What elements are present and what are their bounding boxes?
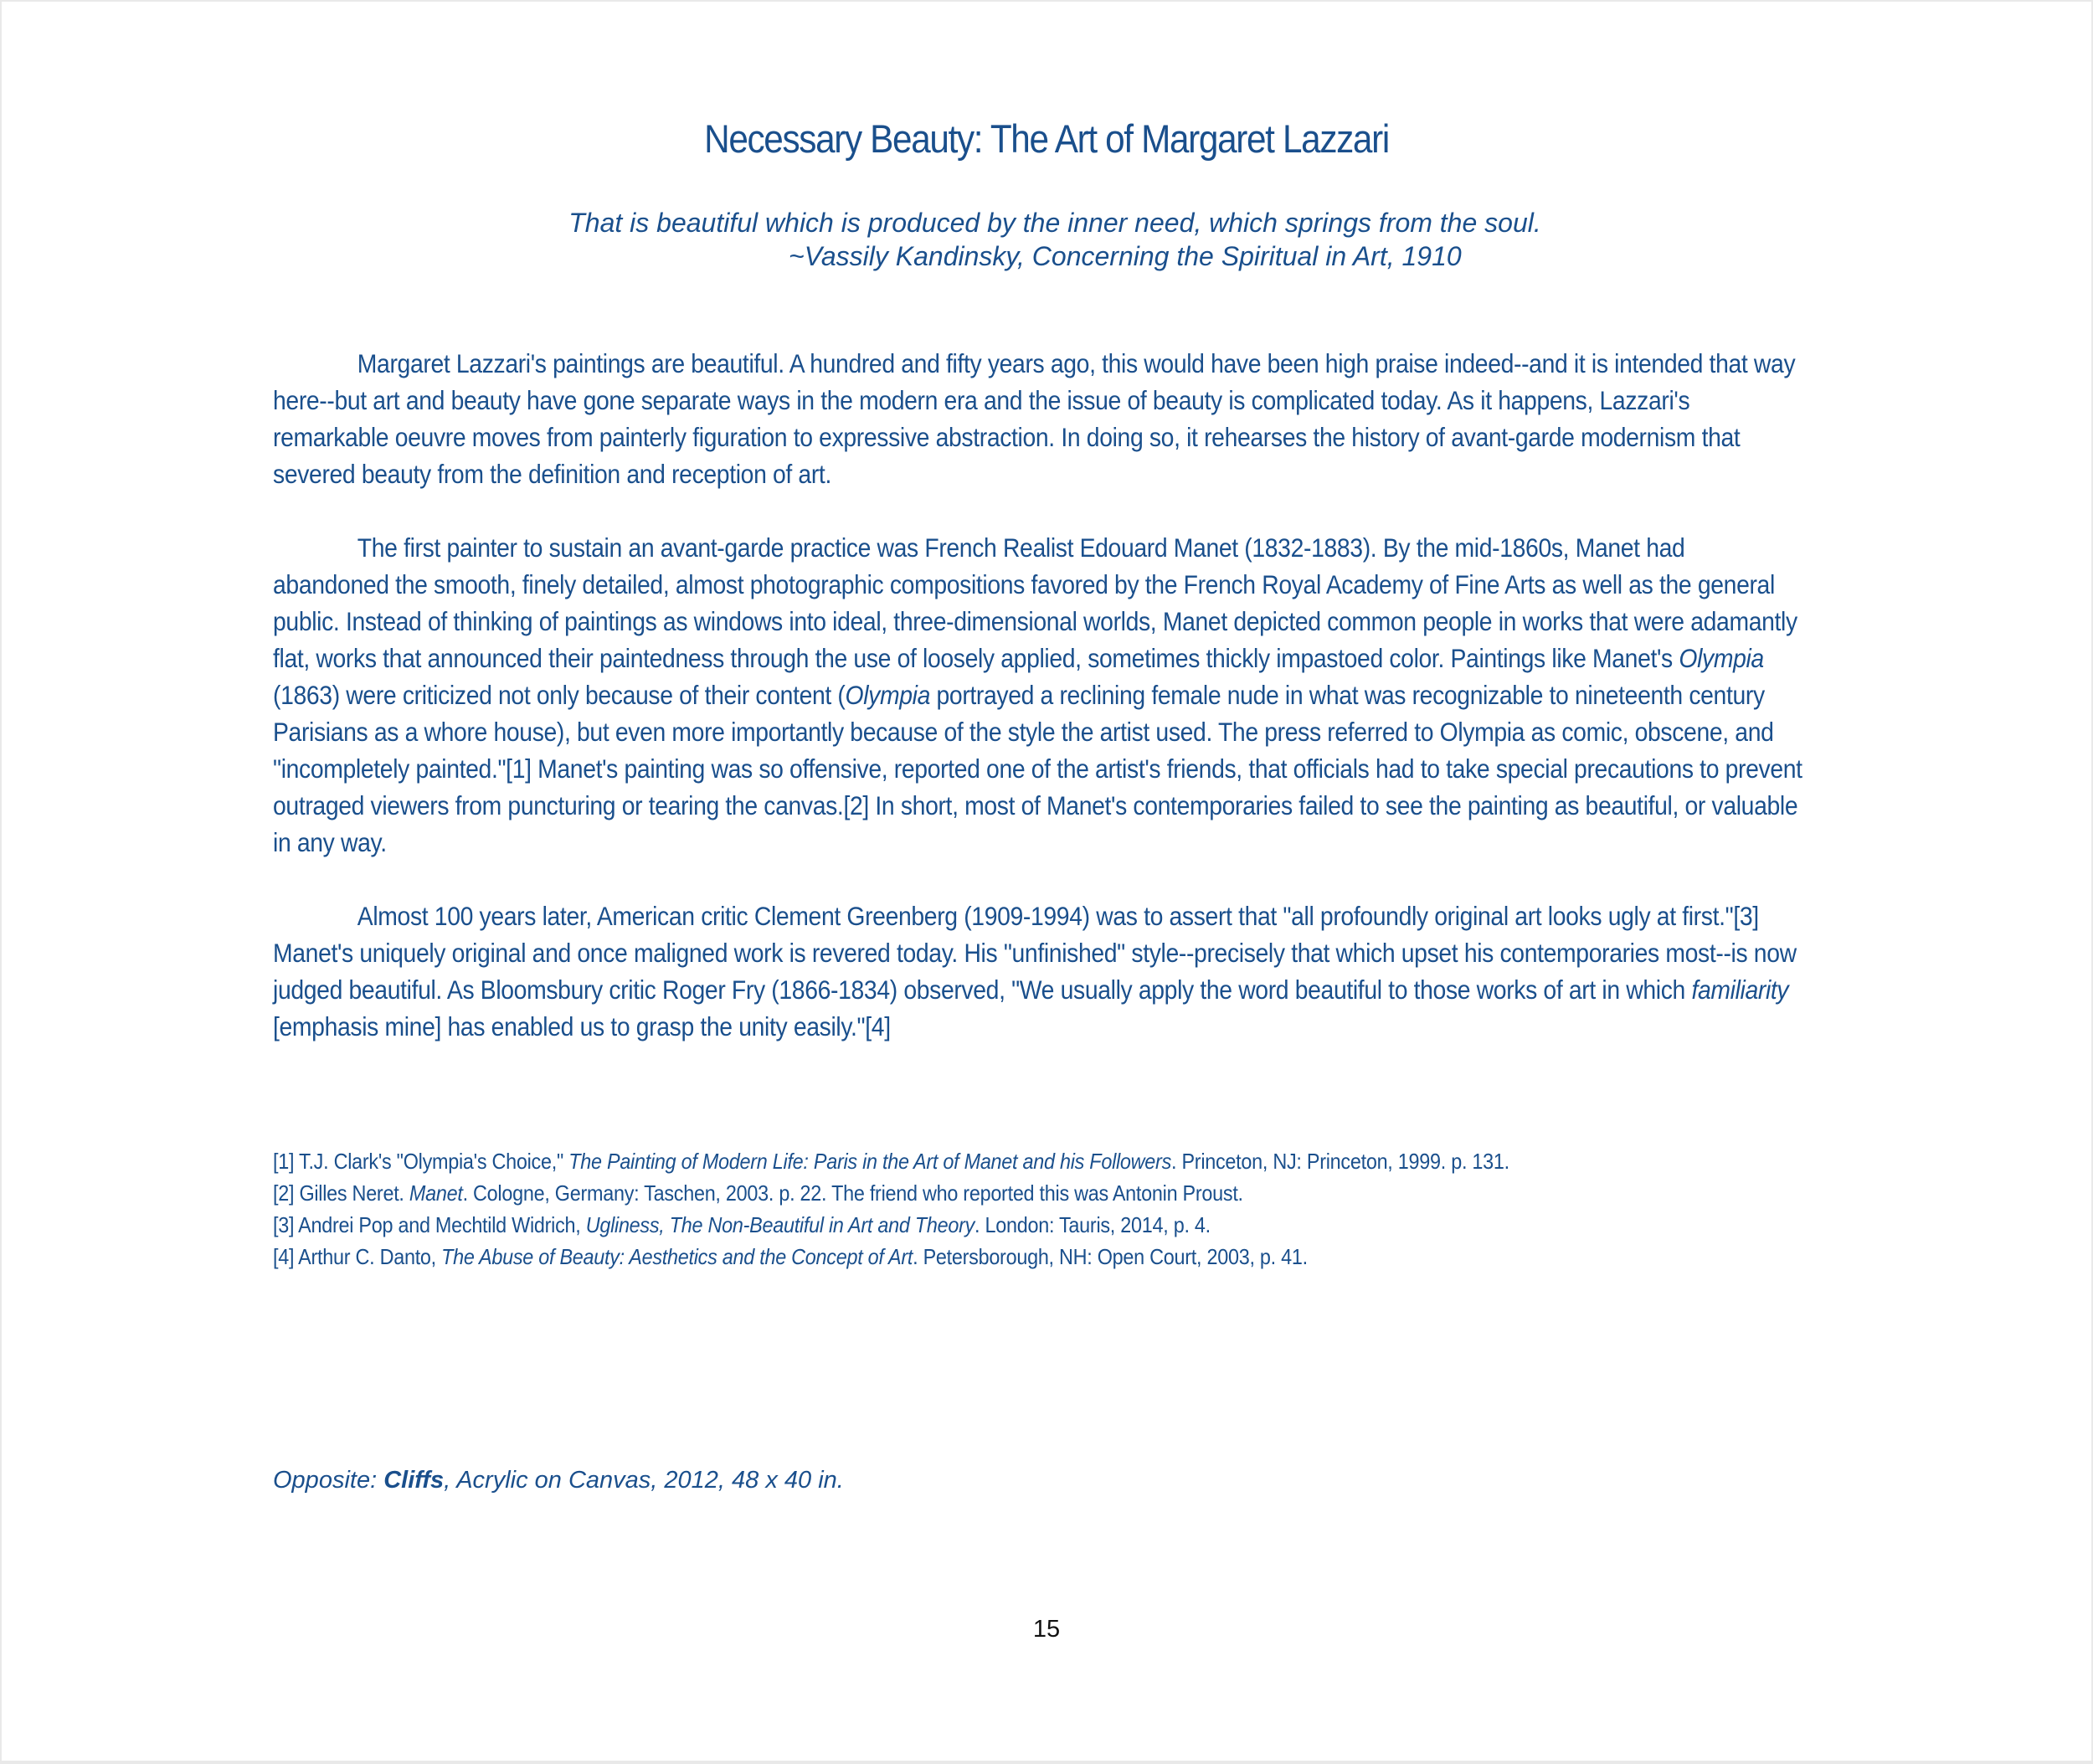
caption-work-title: Cliffs: [383, 1467, 445, 1494]
paragraph-2-text-a: The first painter to sustain an avant-garde practice was French Realist Edouard Manet (1832-1883). By the mid-1860s, Manet had abandoned the smooth, finely detailed, almost photographic compositions favored by the French Royal Academy of Fine Arts as well as the general public. Instead of thinking of paintings as windows into ideal, three-dimensional worlds, Manet depicted common people in works that were adamantly flat, works that announced their paintedness through the use of loosely applied, sometimes thickly impastoed color. Paintings like Manet's: [273, 532, 1797, 673]
paragraph-2-text-b: (1863) were criticized not only because of their content (: [273, 680, 846, 710]
paragraph-1-text: Margaret Lazzari's paintings are beautiful. A hundred and fifty years ago, this would have been high praise indeed--and it is intended that way here--but art and beauty have gone separate ways in the modern era and the issue of beauty is complicated today. As it happens, Lazzari's remarkable oeuvre moves from painterly figuration to expressive abstraction. In doing so, it rehearses the history of avant-garde modernism that severed beauty from the definition and reception of art.: [273, 348, 1796, 489]
figure-caption: [273, 1463, 844, 1497]
footnote-2: [273, 1177, 1742, 1209]
footnote-3: [273, 1209, 1742, 1241]
epigraph-quote: That is beautiful which is produced by the inner need, which springs from the soul.: [568, 208, 1541, 238]
caption-prefix: Opposite:: [273, 1467, 384, 1494]
footnote-1-pre: [1] T.J. Clark's "Olympia's Choice,": [273, 1149, 569, 1174]
footnote-4-pre: [4] Arthur C. Danto,: [273, 1244, 442, 1269]
paragraph-3-text-b: [emphasis mine] has enabled us to grasp the unity easily."[4]: [273, 1011, 891, 1041]
footnote-2-post: . Cologne, Germany: Taschen, 2003. p. 22. The friend who reported this was Antonin Proust.: [462, 1180, 1243, 1206]
paragraph-3-emphasis-familiarity: familiarity: [1691, 975, 1789, 1005]
paragraph-3: [273, 897, 1802, 1045]
footnote-4-title: The Abuse of Beauty: Aesthetics and the Concept of Art: [441, 1244, 913, 1269]
paragraph-2-text-c: portrayed a reclining female nude in what was recognizable to nineteenth century Parisians as a whore house), but even more importantly because of the style the artist used. The press referred to Olympia as comic, obscene, and "incompletely painted."[1] Manet's painting was so offensive, reported one of the artist's friends, that officials had to take special precautions to prevent outraged viewers from puncturing or tearing the canvas.[2] In short, most of Manet's contemporaries failed to see the painting as beautiful, or valuable in any way.: [273, 680, 1802, 857]
footnote-2-pre: [2] Gilles Neret.: [273, 1180, 409, 1206]
page-title: Necessary Beauty: The Art of Margaret Lazzari: [704, 116, 1389, 161]
footnotes: [273, 1145, 1742, 1273]
footnote-3-post: . London: Tauris, 2014, p. 4.: [975, 1212, 1211, 1237]
document-page: [2, 2, 2091, 1761]
footnote-1: [273, 1145, 1742, 1177]
paragraph-1: [273, 345, 1802, 492]
paragraph-2: [273, 529, 1802, 861]
footnote-1-title: The Painting of Modern Life: Paris in the Art of Manet and his Followers: [568, 1149, 1172, 1174]
epigraph: [2, 206, 2091, 273]
page-number: 15: [1032, 1616, 1061, 1643]
footnote-2-title: Manet: [409, 1180, 463, 1206]
paragraph-3-text-a: Almost 100 years later, American critic Clement Greenberg (1909-1994) was to assert that "all profoundly original art looks ugly at first."[3] Manet's uniquely original and once maligned work is revered today. His "unfinished" style--precisely that which upset his contemporaries most--is now judged beautiful. As Bloomsbury critic Roger Fry (1866-1834) observed, "We usually apply the word beautiful to those works of art in which: [273, 901, 1797, 1005]
caption-details: , Acrylic on Canvas, 2012, 48 x 40 in.: [444, 1467, 844, 1494]
epigraph-attribution: ~Vassily Kandinsky, Concerning the Spiritual in Art, 1910: [789, 241, 1462, 271]
footnote-3-title: Ugliness, The Non-Beautiful in Art and Theory: [585, 1212, 975, 1237]
paragraph-2-emphasis-olympia: Olympia: [1679, 643, 1764, 673]
footnote-4: [273, 1241, 1742, 1273]
footnote-1-post: . Princeton, NJ: Princeton, 1999. p. 131.: [1171, 1149, 1509, 1174]
paragraph-2-emphasis-olympia-2: Olympia: [845, 680, 930, 710]
body-text: [273, 345, 1802, 1082]
footnote-3-pre: [3] Andrei Pop and Mechtild Widrich,: [273, 1212, 586, 1237]
footnote-4-post: . Petersborough, NH: Open Court, 2003, p. 41.: [913, 1244, 1308, 1269]
